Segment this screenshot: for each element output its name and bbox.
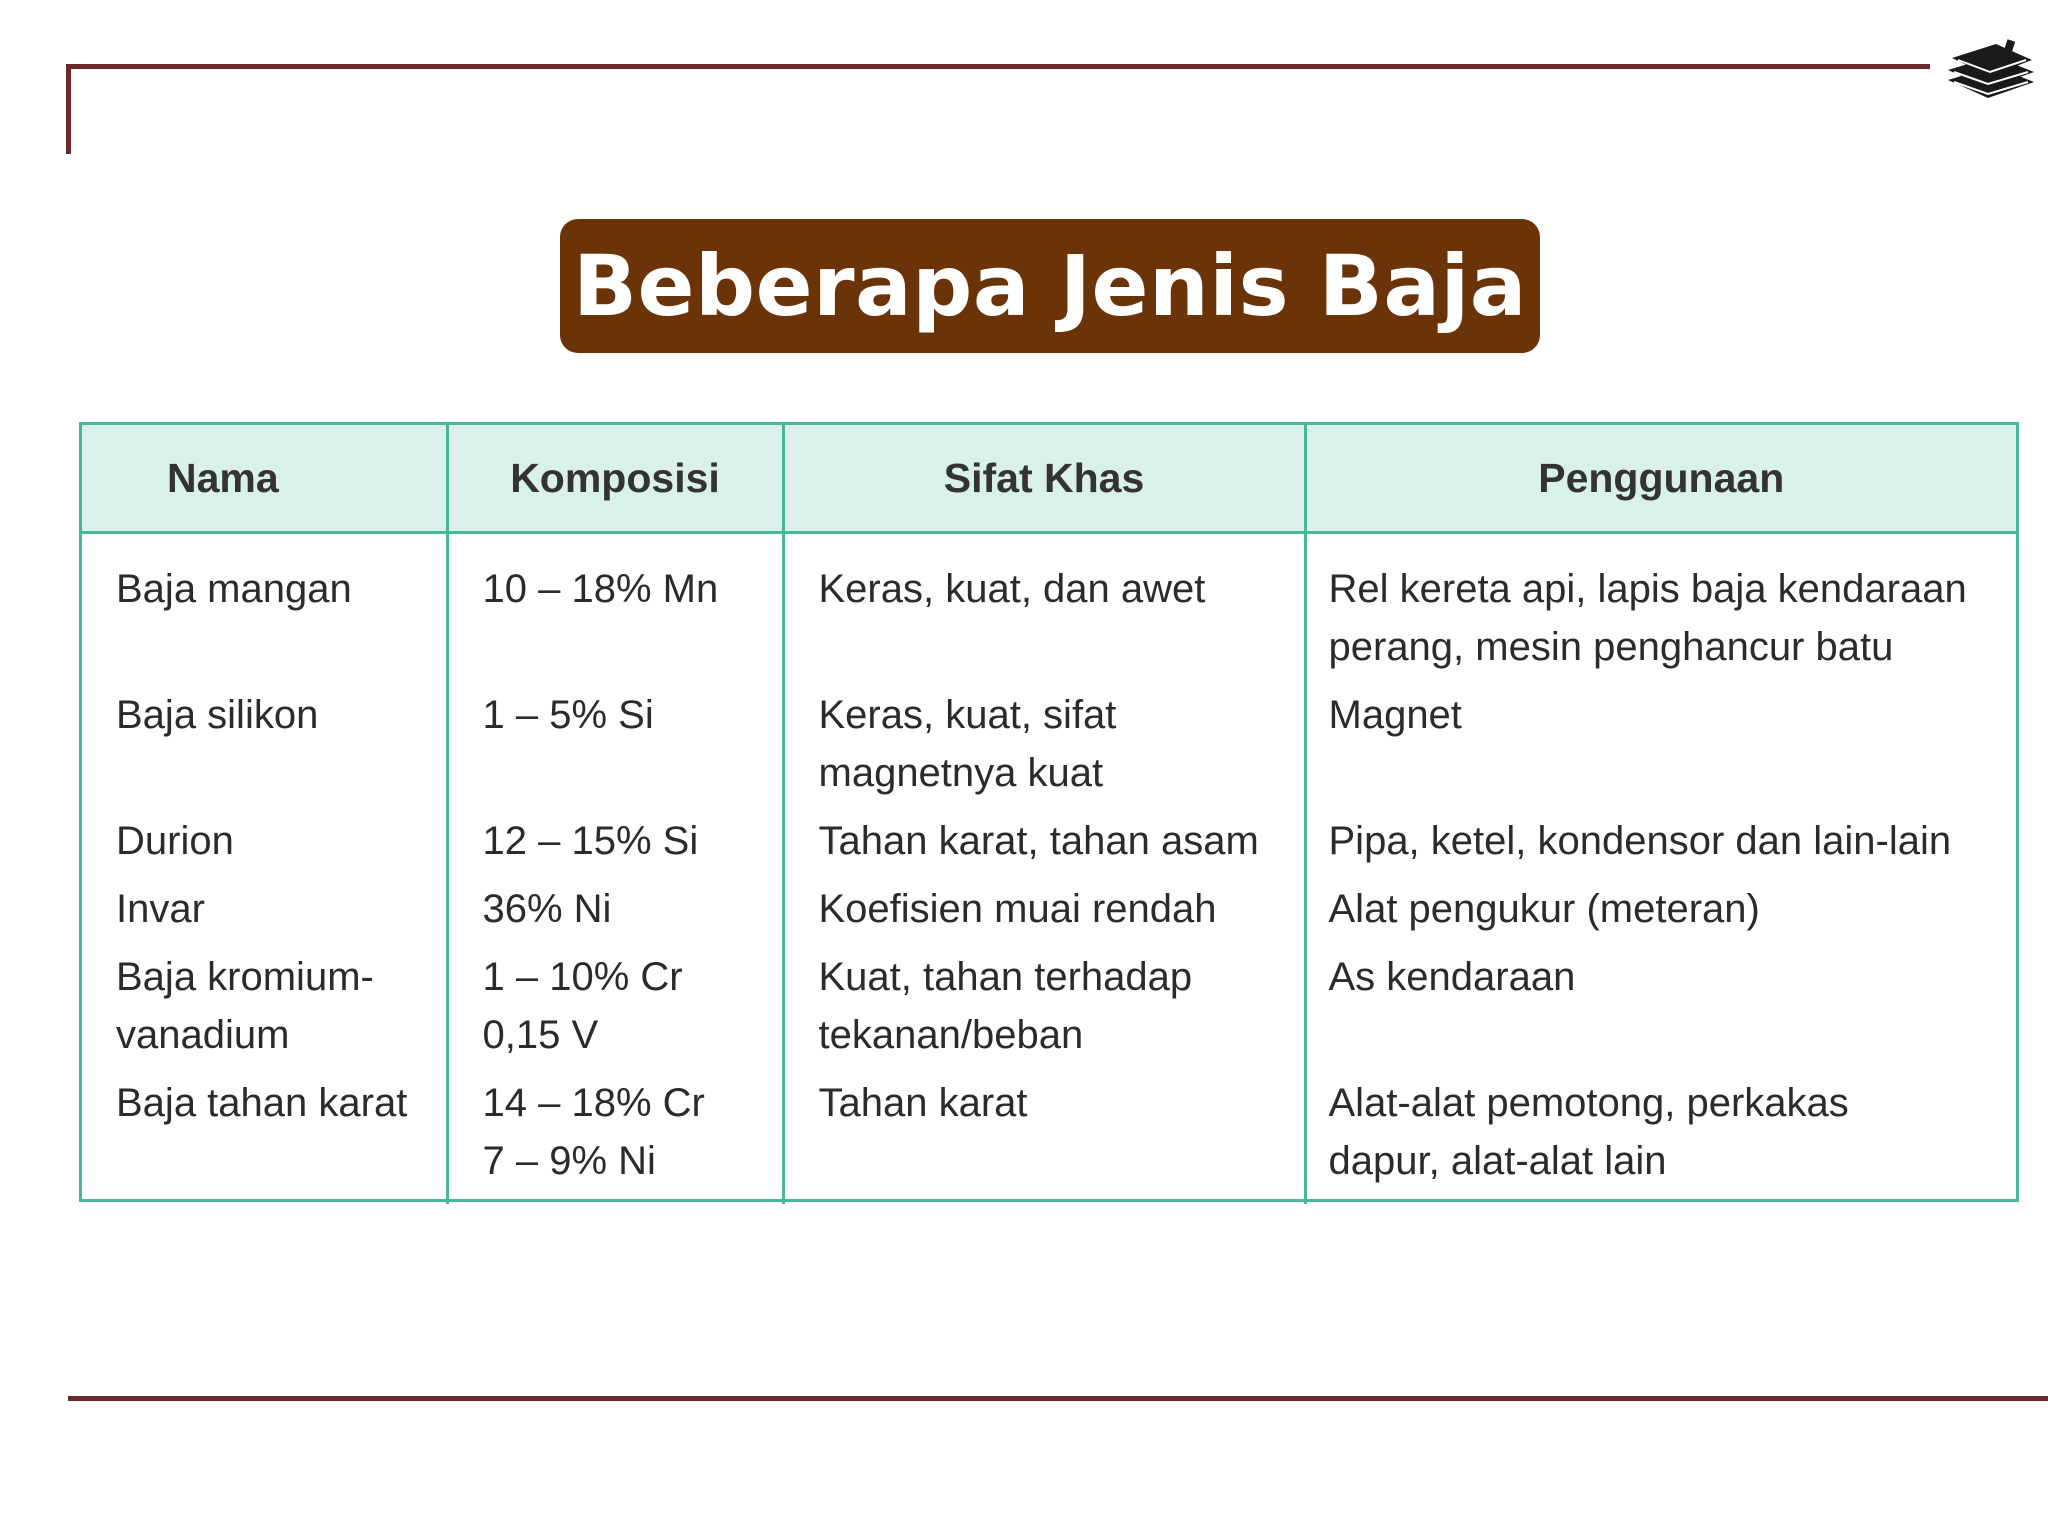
cell-text: Keras, kuat, dan awet: [818, 567, 1206, 611]
table-row: [82, 938, 2016, 1064]
frame-line-left: [66, 64, 71, 154]
cell-sifat: [783, 802, 1305, 870]
cell-text: vanadium: [116, 1013, 290, 1057]
cell-text: Baja mangan: [116, 567, 352, 611]
header-nama: Nama: [82, 425, 447, 533]
cell-nama: [82, 533, 447, 677]
table-body: [82, 533, 2016, 1205]
cell-text: Baja silikon: [116, 693, 319, 737]
cell-komposisi: [447, 533, 783, 677]
cell-text: perang, mesin penghancur batu: [1328, 625, 1894, 669]
cell-komposisi: [447, 938, 783, 1064]
cell-text: 12 – 15% Si: [482, 819, 699, 863]
frame-line-top: [66, 64, 1930, 69]
cell-nama: [82, 1064, 447, 1204]
cell-text: Baja tahan karat: [116, 1081, 408, 1125]
cell-nama: [82, 938, 447, 1064]
cell-penggunaan: [1305, 870, 2016, 938]
cell-text: Tahan karat: [818, 1081, 1028, 1125]
cell-text: 1 – 5% Si: [482, 693, 654, 737]
cell-text: 36% Ni: [482, 887, 612, 931]
cell-text: 14 – 18% Cr: [482, 1081, 705, 1125]
cell-sifat: [783, 533, 1305, 677]
cell-sifat: [783, 938, 1305, 1064]
book-stack-icon: [1942, 36, 2038, 104]
cell-text: Tahan karat, tahan asam: [818, 819, 1259, 863]
cell-text: Koefisien muai rendah: [818, 887, 1217, 931]
cell-text: magnetnya kuat: [818, 751, 1104, 795]
cell-text: As kendaraan: [1328, 955, 1576, 999]
cell-text: Alat pengukur (meteran): [1328, 887, 1760, 931]
table-row: [82, 1064, 2016, 1204]
cell-text: 1 – 10% Cr: [482, 955, 683, 999]
cell-nama: [82, 802, 447, 870]
cell-text: Durion: [116, 819, 234, 863]
table-row: [82, 870, 2016, 938]
cell-text: Alat-alat pemotong, perkakas: [1328, 1081, 1849, 1125]
cell-komposisi: [447, 802, 783, 870]
steel-table: [82, 425, 2016, 1204]
header-sifat-khas: Sifat Khas: [783, 425, 1305, 533]
cell-text: tekanan/beban: [818, 1013, 1084, 1057]
title-badge: [560, 219, 1540, 353]
cell-penggunaan: [1305, 533, 2016, 677]
cell-komposisi: [447, 1064, 783, 1204]
cell-sifat: [783, 676, 1305, 802]
cell-komposisi: [447, 676, 783, 802]
cell-text: Magnet: [1328, 693, 1462, 737]
table-header-row: [82, 425, 2016, 533]
cell-nama: [82, 676, 447, 802]
cell-text: Pipa, ketel, kondensor dan lain-lain: [1328, 819, 1952, 863]
steel-types-table: [79, 422, 2019, 1202]
cell-nama: [82, 870, 447, 938]
cell-text: Kuat, tahan terhadap: [818, 955, 1193, 999]
table-row: [82, 533, 2016, 677]
cell-text: dapur, alat-alat lain: [1328, 1139, 1667, 1183]
cell-penggunaan: [1305, 802, 2016, 870]
header-komposisi: Komposisi: [447, 425, 783, 533]
cell-text: Invar: [116, 887, 205, 931]
cell-text: Baja kromium-: [116, 955, 374, 999]
table-row: [82, 802, 2016, 870]
cell-text: 10 – 18% Mn: [482, 567, 719, 611]
cell-text: 0,15 V: [482, 1013, 599, 1057]
table-row: [82, 676, 2016, 802]
cell-sifat: [783, 870, 1305, 938]
page-title: Beberapa Jenis Baja: [572, 237, 1527, 335]
cell-penggunaan: [1305, 938, 2016, 1064]
frame-line-bottom: [68, 1396, 2048, 1401]
cell-penggunaan: [1305, 676, 2016, 802]
cell-text: 7 – 9% Ni: [482, 1139, 656, 1183]
cell-penggunaan: [1305, 1064, 2016, 1204]
header-penggunaan: Penggunaan: [1305, 425, 2016, 533]
cell-sifat: [783, 1064, 1305, 1204]
cell-text: Keras, kuat, sifat: [818, 693, 1117, 737]
cell-komposisi: [447, 870, 783, 938]
cell-text: Rel kereta api, lapis baja kendaraan: [1328, 567, 1967, 611]
